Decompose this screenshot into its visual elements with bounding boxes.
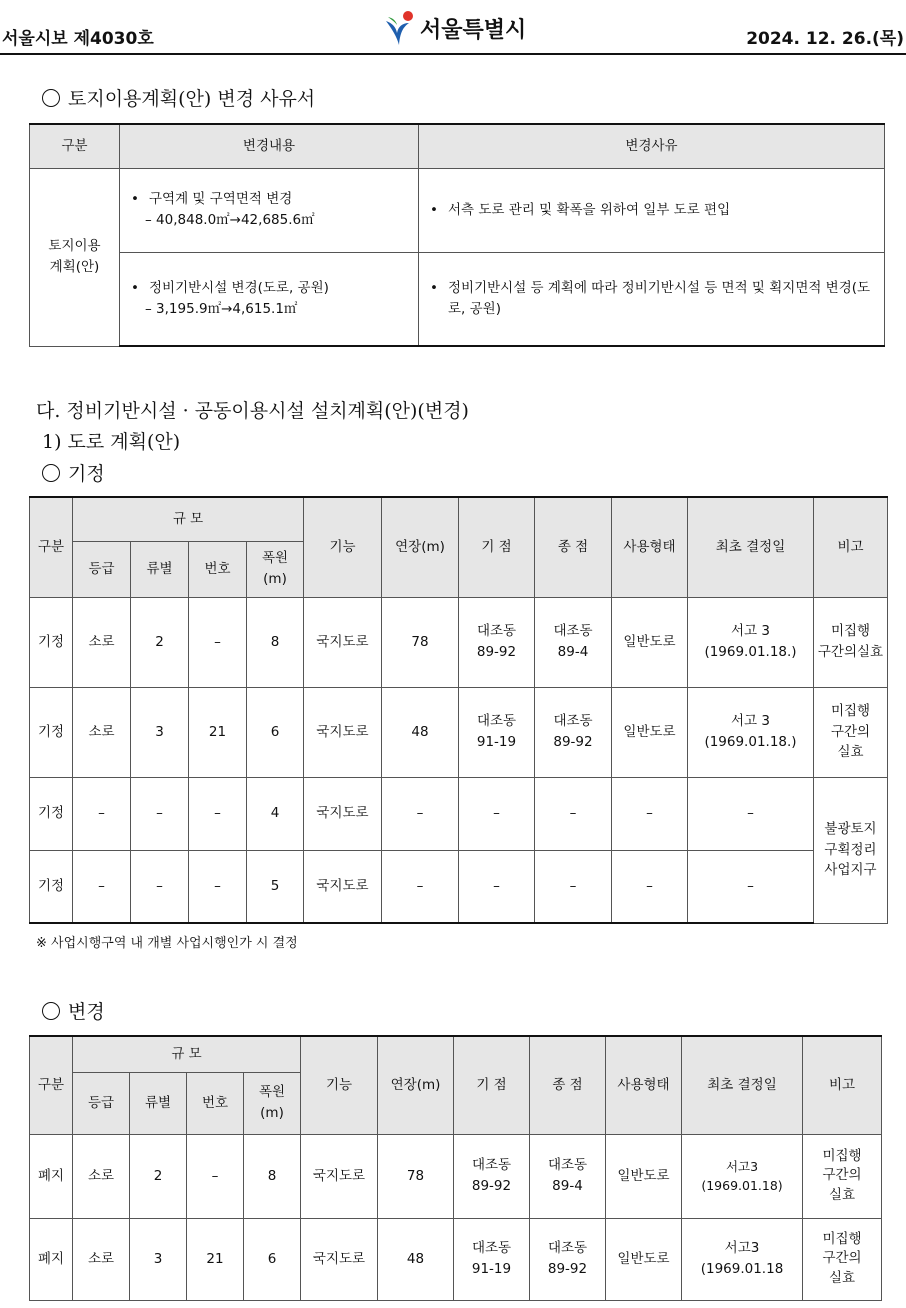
- cell-grade: –: [73, 850, 131, 923]
- reason-heading: [42, 84, 315, 111]
- seoul-logo-icon: [382, 9, 416, 47]
- cell-end: 대조동 89-92: [535, 687, 612, 777]
- cell-usage: –: [612, 850, 688, 923]
- cell-gubun: 기정: [30, 597, 73, 687]
- cell-first-decision: –: [688, 777, 814, 850]
- cell-type: 2: [130, 1134, 187, 1218]
- col-header-scale: 규 모: [73, 497, 304, 541]
- cell-type: 2: [131, 597, 189, 687]
- cell-gubun: 폐지: [30, 1134, 73, 1218]
- cell-grade: –: [73, 777, 131, 850]
- cell-function: 국지도로: [304, 597, 382, 687]
- table-row: [30, 1134, 882, 1218]
- col-header-first-decision: 최초 결정일: [688, 497, 814, 597]
- col-header-function: 기능: [301, 1036, 378, 1134]
- cell-remarks: 미집행 구간의실효: [814, 597, 888, 687]
- header-rule: [0, 53, 906, 55]
- cell-end: –: [535, 777, 612, 850]
- col-header-scale: 규 모: [73, 1036, 301, 1072]
- col-header-grade: 등급: [73, 1072, 130, 1134]
- table-row: [30, 1218, 882, 1300]
- reason-content: • 정비기반시설 변경(도로, 공원): [123, 278, 415, 299]
- cell-function: 국지도로: [304, 687, 382, 777]
- reason-category: 토지이용 계획(안): [30, 168, 120, 346]
- cell-length: 48: [378, 1218, 454, 1300]
- col-header-content: 변경내용: [120, 124, 419, 168]
- col-header-usage: 사용형태: [612, 497, 688, 597]
- cell-type: 3: [130, 1218, 187, 1300]
- reason-text: • 서측 도로 관리 및 확폭을 위하여 일부 도로 편입: [422, 200, 881, 221]
- cell-width: 8: [244, 1134, 301, 1218]
- col-header-remarks: 비고: [814, 497, 888, 597]
- reason-content-cell: [120, 168, 419, 252]
- seoul-logo: [382, 8, 526, 48]
- reason-cell: [419, 168, 885, 252]
- reason-content-cell: [120, 252, 419, 346]
- cell-end: 대조동 89-4: [535, 597, 612, 687]
- col-header-width: 폭원 (m): [247, 541, 304, 597]
- cell-end: 대조동 89-92: [530, 1218, 606, 1300]
- cell-gubun: 기정: [30, 777, 73, 850]
- cell-width: 8: [247, 597, 304, 687]
- reason-content: • 구역계 및 구역면적 변경: [123, 189, 415, 210]
- cell-number: –: [189, 850, 247, 923]
- reason-row: [30, 252, 885, 346]
- col-header-first-decision: 최초 결정일: [682, 1036, 803, 1134]
- col-header-number: 번호: [189, 541, 247, 597]
- cell-function: 국지도로: [304, 777, 382, 850]
- col-header-length: 연장(m): [378, 1036, 454, 1134]
- col-header-width: 폭원 (m): [244, 1072, 301, 1134]
- cell-type: 3: [131, 687, 189, 777]
- issue-date: 2024. 12. 26.(목): [746, 29, 904, 49]
- cell-width: 5: [247, 850, 304, 923]
- cell-gubun: 기정: [30, 687, 73, 777]
- cell-remarks: 미집행 구간의 실효: [803, 1134, 882, 1218]
- cell-start: 대조동 89-92: [459, 597, 535, 687]
- col-header-number: 번호: [187, 1072, 244, 1134]
- cell-type: –: [131, 777, 189, 850]
- cell-grade: 소로: [73, 1218, 130, 1300]
- section-da-heading: 다. 정비기반시설 · 공동이용시설 설치계획(안)(변경): [36, 400, 469, 422]
- page-header: [0, 0, 906, 56]
- cell-first-decision: 서고 3 (1969.01.18.): [688, 597, 814, 687]
- org-name: 서울특별시: [420, 17, 527, 43]
- col-header-length: 연장(m): [382, 497, 459, 597]
- cell-number: –: [189, 597, 247, 687]
- cell-function: 국지도로: [304, 850, 382, 923]
- cell-remarks-merged: 불광토지 구획정리 사업지구: [814, 777, 888, 923]
- col-header-type: 류별: [130, 1072, 187, 1134]
- cell-usage: 일반도로: [612, 687, 688, 777]
- cell-grade: 소로: [73, 597, 131, 687]
- table-header-row: [30, 497, 888, 541]
- cell-grade: 소로: [73, 1134, 130, 1218]
- col-header-start: 기 점: [459, 497, 535, 597]
- reason-header-row: [30, 124, 885, 168]
- cell-number: –: [187, 1134, 244, 1218]
- cell-remarks: 미집행 구간의 실효: [814, 687, 888, 777]
- col-header-start: 기 점: [454, 1036, 530, 1134]
- cell-first-decision: –: [688, 850, 814, 923]
- cell-grade: 소로: [73, 687, 131, 777]
- col-header-type: 류별: [131, 541, 189, 597]
- reason-row: [30, 168, 885, 252]
- cell-usage: 일반도로: [612, 597, 688, 687]
- circle-bullet-icon: [42, 89, 60, 107]
- gazette-number: 서울시보 제4030호: [2, 29, 154, 49]
- circle-bullet-icon: [42, 1002, 60, 1020]
- col-header-remarks: 비고: [803, 1036, 882, 1134]
- reason-title: 토지이용계획(안) 변경 사유서: [68, 88, 316, 110]
- existing-title: 기정: [68, 463, 105, 485]
- cell-start: 대조동 91-19: [454, 1218, 530, 1300]
- cell-length: 48: [382, 687, 459, 777]
- existing-heading: [42, 459, 105, 486]
- road-plan-heading: 1) 도로 계획(안): [42, 431, 181, 453]
- col-header-gubun: 구분: [30, 497, 73, 597]
- cell-width: 6: [244, 1218, 301, 1300]
- cell-first-decision: 서고3 (1969.01.18): [682, 1134, 803, 1218]
- col-header-end: 종 점: [530, 1036, 606, 1134]
- changed-title: 변경: [68, 1001, 105, 1023]
- cell-usage: –: [612, 777, 688, 850]
- table-row: [30, 597, 888, 687]
- cell-gubun: 기정: [30, 850, 73, 923]
- cell-start: –: [459, 850, 535, 923]
- reason-detail: – 40,848.0㎡→42,685.6㎡: [145, 212, 315, 228]
- col-header-gubun: 구분: [30, 1036, 73, 1134]
- cell-remarks: 미집행 구간의 실효: [803, 1218, 882, 1300]
- changed-road-table: [29, 1035, 882, 1301]
- table-row: [30, 850, 888, 923]
- col-header-usage: 사용형태: [606, 1036, 682, 1134]
- cell-length: –: [382, 777, 459, 850]
- changed-heading: [42, 997, 105, 1024]
- col-header-reason: 변경사유: [419, 124, 885, 168]
- cell-first-decision: 서고3 (1969.01.18: [682, 1218, 803, 1300]
- cell-width: 4: [247, 777, 304, 850]
- cell-usage: 일반도로: [606, 1218, 682, 1300]
- cell-length: 78: [382, 597, 459, 687]
- cell-end: 대조동 89-4: [530, 1134, 606, 1218]
- cell-length: 78: [378, 1134, 454, 1218]
- cell-start: 대조동 89-92: [454, 1134, 530, 1218]
- cell-start: 대조동 91-19: [459, 687, 535, 777]
- col-header-gubun: 구분: [30, 124, 120, 168]
- reason-table: [29, 123, 885, 347]
- cell-number: 21: [187, 1218, 244, 1300]
- cell-type: –: [131, 850, 189, 923]
- circle-bullet-icon: [42, 464, 60, 482]
- cell-end: –: [535, 850, 612, 923]
- cell-function: 국지도로: [301, 1218, 378, 1300]
- cell-usage: 일반도로: [606, 1134, 682, 1218]
- cell-first-decision: 서고 3 (1969.01.18.): [688, 687, 814, 777]
- reason-cell: [419, 252, 885, 346]
- col-header-end: 종 점: [535, 497, 612, 597]
- col-header-grade: 등급: [73, 541, 131, 597]
- cell-gubun: 폐지: [30, 1218, 73, 1300]
- cell-start: –: [459, 777, 535, 850]
- existing-road-table: [29, 496, 888, 924]
- reason-text: • 정비기반시설 등 계획에 따라 정비기반시설 등 면적 및 획지면적 변경(도로, 공원): [422, 278, 881, 320]
- reason-detail: – 3,195.9㎡→4,615.1㎡: [145, 300, 298, 317]
- table-header-row: [30, 1036, 882, 1072]
- cell-number: –: [189, 777, 247, 850]
- table-row: [30, 777, 888, 850]
- table-row: [30, 687, 888, 777]
- cell-number: 21: [189, 687, 247, 777]
- col-header-function: 기능: [304, 497, 382, 597]
- cell-length: –: [382, 850, 459, 923]
- table-footnote: ※ 사업시행구역 내 개별 사업시행인가 시 결정: [36, 936, 298, 951]
- cell-function: 국지도로: [301, 1134, 378, 1218]
- cell-width: 6: [247, 687, 304, 777]
